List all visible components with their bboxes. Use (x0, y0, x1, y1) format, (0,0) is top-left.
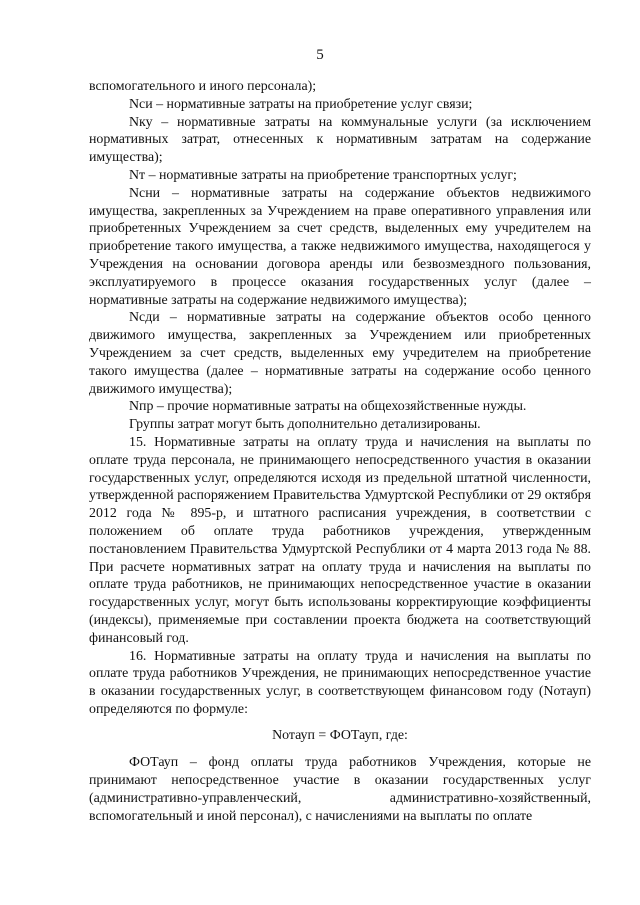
paragraph-section-15: 15. Нормативные затраты на оплату труда и начисления на выплаты по оплате труда персонала, не принимающего непосредственного участия в оказании государственных услуг, определяются исходя из предельной штатной численности, утвержденной распоряжением Правительства Удмуртской Республики от 29 октября 2012 года № 895-р, и штатного расписания учреждения, в соответствии с положением об оплате труда работников учреждения, утвержденным постановлением Правительства Удмуртской Республики от 4 марта 2013 года № 88. При расчете нормативных затрат на оплату труда и начисления на выплаты по оплате труда работников, не принимающих непосредственное участие в оказании государственных услуг, могут быть использованы корректирующие коэффициенты (индексы), применяемые при составлении проекта бюджета на соответствующий финансовый год. (89, 434, 591, 646)
paragraph-communication-costs: Nси – нормативные затраты на приобретение услуг связи; (129, 96, 473, 112)
paragraph-transport-costs: Nт – нормативные затраты на приобретение транспортных услуг; (129, 167, 517, 183)
page-number: 5 (316, 47, 324, 63)
paragraph-movable-property-costs: Nсди – нормативные затраты на содержание объектов особо ценного движимого имущества, закрепленных за Учреждением или приобретенных Учреждением за счет средств, выделенных ему учредителем на приобретение такого имущества (далее – нормативные затраты на содержание особо ценного движимого имущества); (89, 310, 591, 397)
paragraph-utility-costs: Nку – нормативные затраты на коммунальные услуги (за исключением нормативных затрат, отнесенных к нормативным затратам на содержание имущества); (89, 114, 591, 166)
paragraph-continuation: вспомогательного и иного персонала); (89, 79, 317, 94)
formula-line: Nотауп = ФОТауп, где: (272, 727, 408, 743)
document-body (89, 78, 591, 826)
paragraph-cost-groups: Группы затрат могут быть дополнительно детализированы. (129, 417, 481, 433)
paragraph-fot-definition: ФОТауп – фонд оплаты труда работников Учреждения, которые не принимают непосредственное участие в оказании государственных услуг (административно-управленческий, административно-хозяйственный, вспомогательный и иной персонал), с начислениями на выплаты по оплате (89, 755, 591, 824)
paragraph-real-estate-costs: Nсни – нормативные затраты на содержание объектов недвижимого имущества, закрепленных за Учреждением на праве оперативного управления или приобретенных Учреждением за счет средств, выделенных ему учредителем на приобретение такого имущества, а также недвижимого имущества, находящегося у Учреждения на основании договора аренды или безвозмездного пользования, эксплуатируемого в процессе оказания государственных услуг (далее – нормативные затраты на содержание недвижимого имущества); (89, 185, 591, 308)
paragraph-section-16: 16. Нормативные затраты на оплату труда и начисления на выплаты по оплате труда работников Учреждения, не принимающих непосредственное участие в оказании государственных услуг, в соответствующем финансовом году (Nотауп) определяются по формуле: (89, 648, 591, 717)
paragraph-other-costs: Nпр – прочие нормативные затраты на общехозяйственные нужды. (129, 399, 527, 415)
